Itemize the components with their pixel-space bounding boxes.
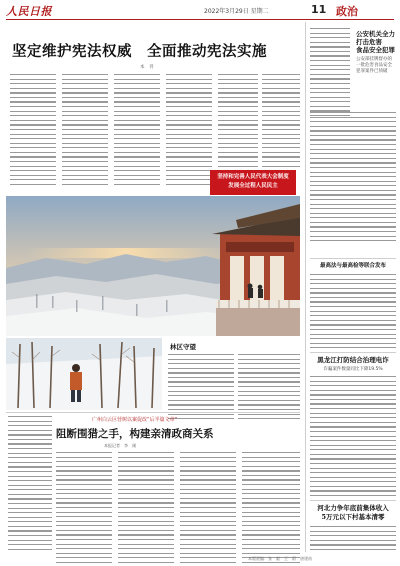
right-story1-body-a bbox=[310, 28, 350, 120]
second-story-column-2 bbox=[118, 452, 174, 566]
second-story-column-3 bbox=[180, 452, 236, 566]
second-story-kicker: 广州白云区营树以案促改“后半篇文章” bbox=[92, 417, 178, 423]
section-name: 政治 bbox=[336, 5, 358, 18]
second-story-column-1 bbox=[56, 452, 112, 566]
right-story1-subtitle: 公安部挂牌督办的一批危害食品安全犯罪案件已侦破 bbox=[356, 57, 392, 74]
second-story-byline: 本报记者 李 刚 bbox=[104, 443, 136, 448]
right-story1-title-line-1: 公安机关全力打击危害 bbox=[356, 30, 395, 46]
lead-body-column-4 bbox=[166, 74, 212, 188]
right-divider-1 bbox=[310, 258, 396, 259]
right-story1-body-b bbox=[310, 112, 396, 245]
page-footer-credits: 本版责编：张 毅 王 蔚 唐建南 bbox=[248, 556, 312, 561]
right-story3-title: 黑龙江打防结合治理电诈 bbox=[317, 356, 389, 364]
right-column-divider bbox=[305, 22, 306, 552]
lead-body-column-5 bbox=[218, 74, 258, 170]
right-story4-body bbox=[310, 526, 396, 553]
lead-body-column-6 bbox=[262, 74, 300, 170]
page-number: 11 bbox=[311, 3, 327, 16]
forest-ranger-photo bbox=[6, 338, 162, 410]
lead-body-column-3 bbox=[114, 74, 160, 188]
lead-headline: 坚定维护宪法权威 全面推动宪法实施 bbox=[12, 43, 267, 60]
second-story-headline: 阻断围猎之手，构建亲清政商关系 bbox=[56, 428, 214, 440]
right-story4-title-line-2: 5万元以下村基本清零 bbox=[321, 513, 385, 521]
right-divider-3 bbox=[310, 500, 396, 501]
right-story1-title-line-2: 食品安全犯罪 bbox=[356, 46, 395, 54]
lead-byline: 本 刊 bbox=[140, 65, 154, 70]
right-story1-headline-block bbox=[356, 30, 396, 75]
second-story-column-4 bbox=[242, 452, 300, 566]
issue-date: 2022年3月29日 星期二 bbox=[204, 8, 269, 15]
right-story3-subtitle: 诈骗案件数量同比下降19.5% bbox=[323, 367, 383, 372]
section-divider bbox=[6, 412, 300, 413]
right-divider-2 bbox=[310, 352, 396, 353]
masthead bbox=[6, 3, 394, 20]
right-story2-body bbox=[310, 274, 396, 356]
highlight-line-2: 发展全过程人民民主 bbox=[228, 183, 278, 189]
right-story3-body bbox=[310, 376, 396, 500]
second-story-column-0 bbox=[8, 416, 52, 553]
highlight-line-1: 坚持和完善人民代表大会制度 bbox=[217, 174, 289, 180]
lead-body-column-1 bbox=[10, 74, 56, 188]
right-story4-title-line-1: 河北力争年底前集体收入 bbox=[317, 504, 389, 512]
right-story2-title: 最高法与最高检等联合发布 bbox=[319, 263, 386, 269]
highlight-banner bbox=[210, 170, 296, 195]
lead-body-column-2 bbox=[62, 74, 108, 188]
forest-watchtower-photo bbox=[6, 196, 300, 336]
photo-story-title: 林区守望 bbox=[170, 343, 196, 351]
newspaper-logo: 人民日报 bbox=[6, 5, 52, 18]
